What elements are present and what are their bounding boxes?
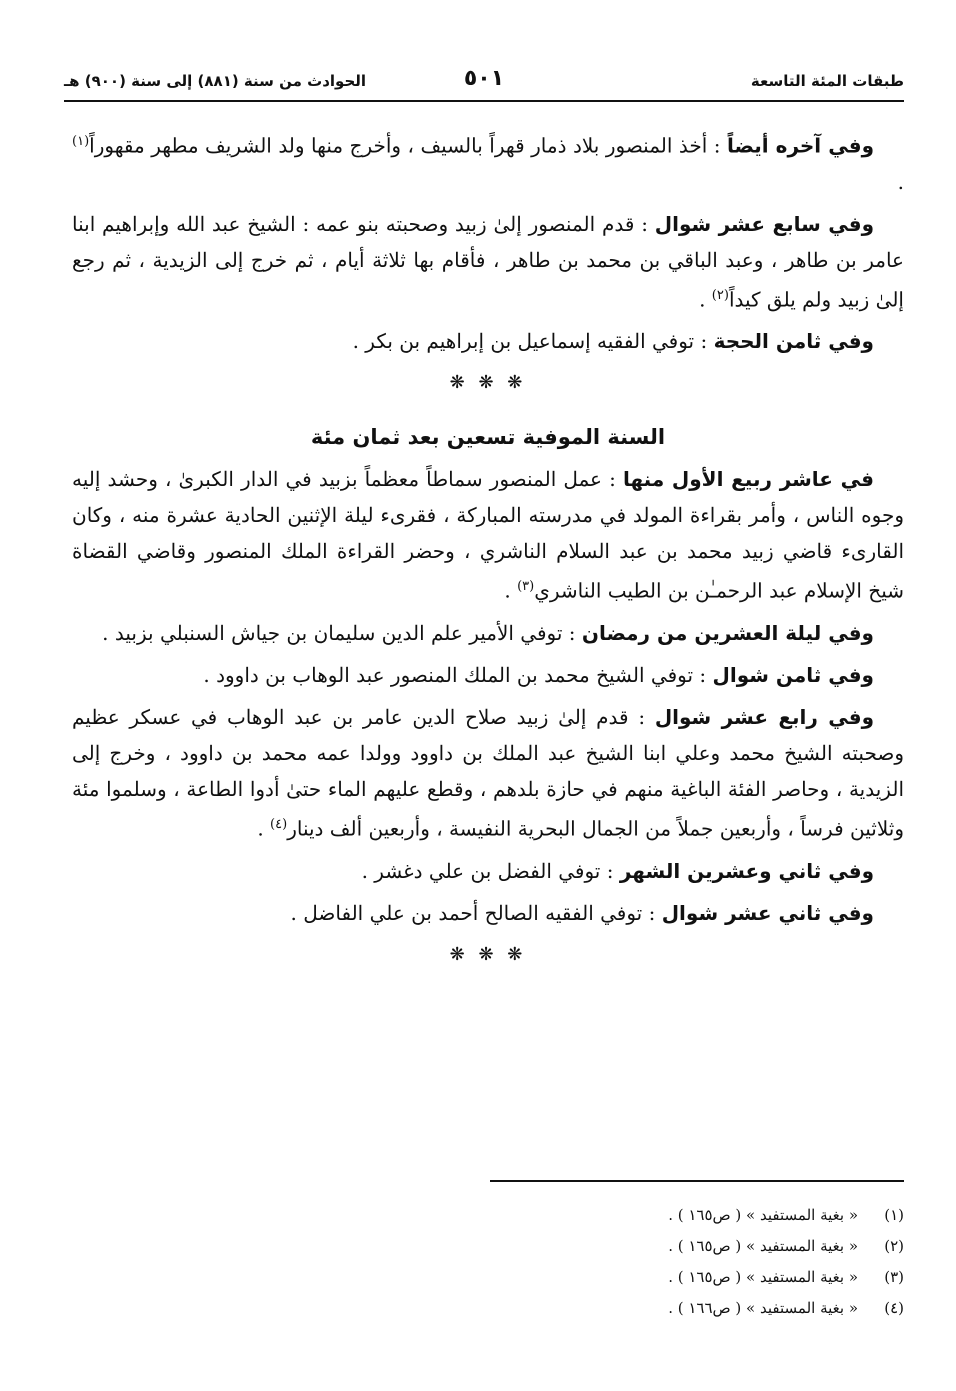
paragraph (72, 699, 904, 847)
paragraph-lead: وفي آخره أيضاً (726, 133, 874, 158)
paragraph-end: . (257, 816, 271, 841)
footnote-ref: (٤) (270, 816, 288, 832)
page-number: ٥٠١ (463, 66, 505, 91)
paragraph-text: : توفي الفضل بن علي دغشر . (361, 858, 620, 883)
paragraph (72, 461, 904, 609)
main-text (72, 124, 904, 991)
paragraph (72, 124, 904, 200)
section-separator: ❋ ❋ ❋ (449, 943, 527, 965)
year-range: الحوادث من سنة (٨٨١) إلى سنة (٩٠٠) هـ (64, 72, 367, 90)
paragraph-text: : توفي الأمير علم الدين سليمان بن جياش السنبلي بزبيد . (102, 620, 582, 645)
footnotes (400, 1200, 904, 1324)
footnote-ref: (٢) (711, 287, 729, 303)
footnote (400, 1200, 904, 1231)
paragraph-lead: وفي ليلة العشرين من رمضان (581, 620, 874, 645)
paragraph (72, 895, 904, 931)
footnote (400, 1293, 904, 1324)
footnote-text: « بغية المستفيد » ( ص١٦٥ ) . (668, 1268, 858, 1286)
paragraph-lead: وفي سابع عشر شوال (654, 211, 874, 236)
paragraph-end: . (699, 287, 712, 312)
paragraph (72, 206, 904, 318)
paragraph-lead: وفي ثاني وعشرين الشهر (619, 858, 874, 883)
paragraph (72, 657, 904, 693)
paragraph-lead: وفي ثامن شوال (712, 662, 874, 687)
footnote (400, 1231, 904, 1262)
footnote-number: (٤) (884, 1299, 904, 1317)
paragraph-text: : أخذ المنصور بلاد ذمار قهراً بالسيف ، وأخرج منها ولد الشريف مطهر مقهوراً (89, 133, 727, 158)
paragraph-lead: وفي ثاني عشر شوال (661, 900, 874, 925)
footnote-number: (٢) (884, 1237, 904, 1255)
footnote-number: (٣) (884, 1268, 904, 1286)
footnote-divider (490, 1180, 904, 1182)
paragraph-end: . (897, 169, 904, 194)
paragraph-text: : توفي الفقيه الصالح أحمد بن علي الفاضل . (290, 900, 662, 925)
paragraph-lead: في عاشر ربيع الأول منها (622, 467, 875, 492)
footnote-text: « بغية المستفيد » ( ص١٦٥ ) . (668, 1237, 858, 1255)
footnote-number: (١) (884, 1206, 904, 1224)
book-title: طبقات المئة التاسعة (750, 72, 904, 90)
footnote-text: « بغية المستفيد » ( ص١٦٦ ) . (668, 1299, 858, 1317)
paragraph-text: : عمل المنصور سماطاً معظماً بزبيد في الدار الكبرىٰ ، وحشد إليه وجوه الناس ، وأمر بقراءة المولد في مدرسته المباركة ، فقرىء ليلة الإثنين الحادية عشرة منه ، وكان القارىء قاضي زبيد محمد بن عبد السلام الناشري ، وحضر القراءة الملك المنصور وقاضي القضاة شيخ الإسلام عبد الرحمـٰن بن الطيب الناشري (72, 467, 904, 603)
paragraph (72, 615, 904, 651)
running-header (64, 64, 904, 102)
paragraph-end: . (504, 578, 518, 603)
footnote-ref: (٣) (517, 579, 535, 595)
section-title: السنة الموفية تسعين بعد ثمان مئة (310, 425, 666, 450)
footnote-ref: (١) (72, 134, 90, 149)
paragraph-lead: وفي ثامن الحجة (713, 329, 874, 354)
paragraph-text: : توفي الشيخ محمد بن الملك المنصور عبد الوهاب بن داوود . (203, 662, 713, 687)
paragraph-text: : توفي الفقيه إسماعيل بن إبراهيم بن بكر . (352, 329, 714, 354)
section-separator: ❋ ❋ ❋ (449, 372, 527, 394)
footnote (400, 1262, 904, 1293)
paragraph (72, 323, 904, 359)
paragraph-text: : قدم إلىٰ زبيد صلاح الدين عامر بن عبد الوهاب في عسكر عظيم وصحبته الشيخ محمد وعلي ابنا الشيخ عبد الملك بن داوود وولدا عمه محمد بن داوود ، وخرج إلى الزيدية ، وحاصر الفئة الباغية منهم في حازة بلدهم ، وقطع عليهم الماء حتىٰ أدوا الطاعة ، وسلموا مئة وثلاثين فرساً ، وأربعين جملاً من الجمال البحرية النفيسة ، وأربعين ألف دينار (72, 704, 904, 841)
footnote-text: « بغية المستفيد » ( ص١٦٥ ) . (668, 1206, 858, 1224)
paragraph-text: : قدم المنصور إلىٰ زبيد وصحبته بنو عمه : الشيخ عبد الله وإبراهيم ابنا عامر بن طاهر ، وعبد الباقي بن محمد بن طاهر ، فأقام بها ثلاثة أيام ، ثم خرج إلى الزيدية ، ثم رجع إلىٰ زبيد ولم يلق كيداً (72, 211, 904, 312)
paragraph-lead: وفي رابع عشر شوال (654, 704, 874, 729)
paragraph (72, 853, 904, 889)
